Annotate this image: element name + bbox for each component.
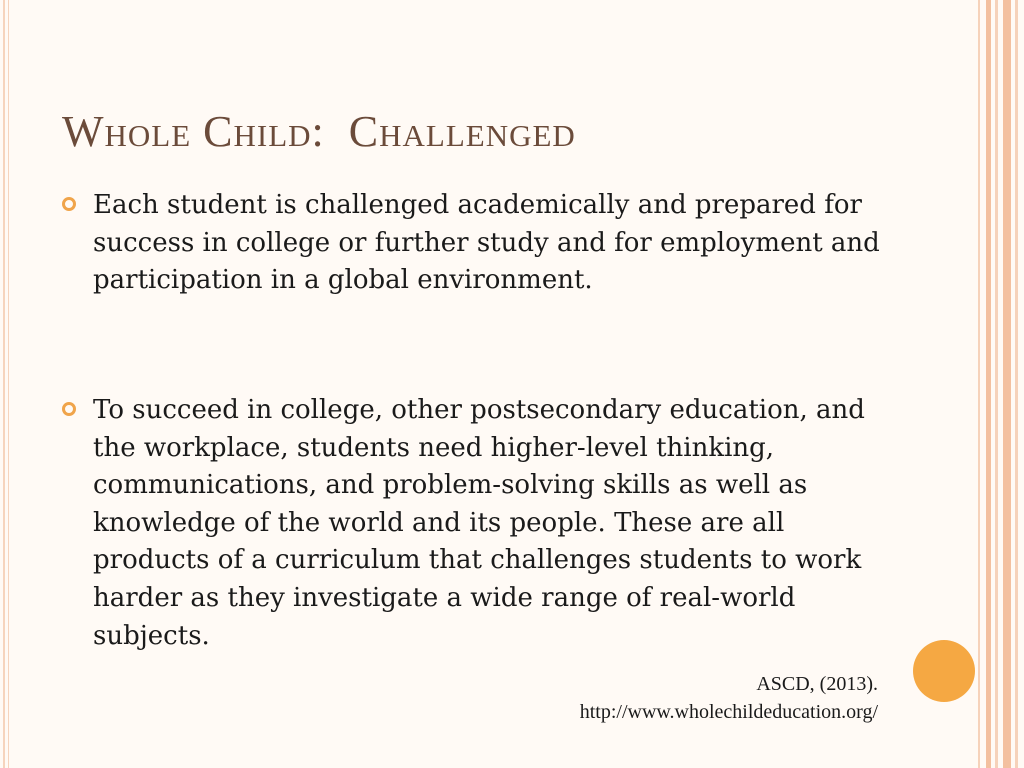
right-border-stripe [978,0,980,768]
right-border-stripe [995,0,998,768]
left-border-stripe [3,0,5,768]
bullet-text: To succeed in college, other postsecondary education, and the workplace, students need higher-level thinking, communications, and problem-solving skills as well as knowledge of the world and its people. These are all products of a curriculum that challenges students to work harder as they investigate a wide range of real-world subjects. [93,395,865,651]
bullet-circle-icon [62,402,76,416]
slide-title: Whole Child: Challenged [62,107,576,156]
right-border-stripe [986,0,991,768]
citation-source: ASCD, (2013). [756,673,878,695]
bullet-circle-icon [62,197,76,211]
citation-url: http://www.wholechildeducation.org/ [579,701,878,723]
bullet-text: Each student is challenged academically and prepared for success in college or further study and for employment and participation in a global environment. [93,190,880,296]
right-border-stripe [1003,0,1011,768]
decorative-circle [913,640,975,702]
left-border-stripe [8,0,9,768]
right-border-stripe [1015,0,1018,768]
